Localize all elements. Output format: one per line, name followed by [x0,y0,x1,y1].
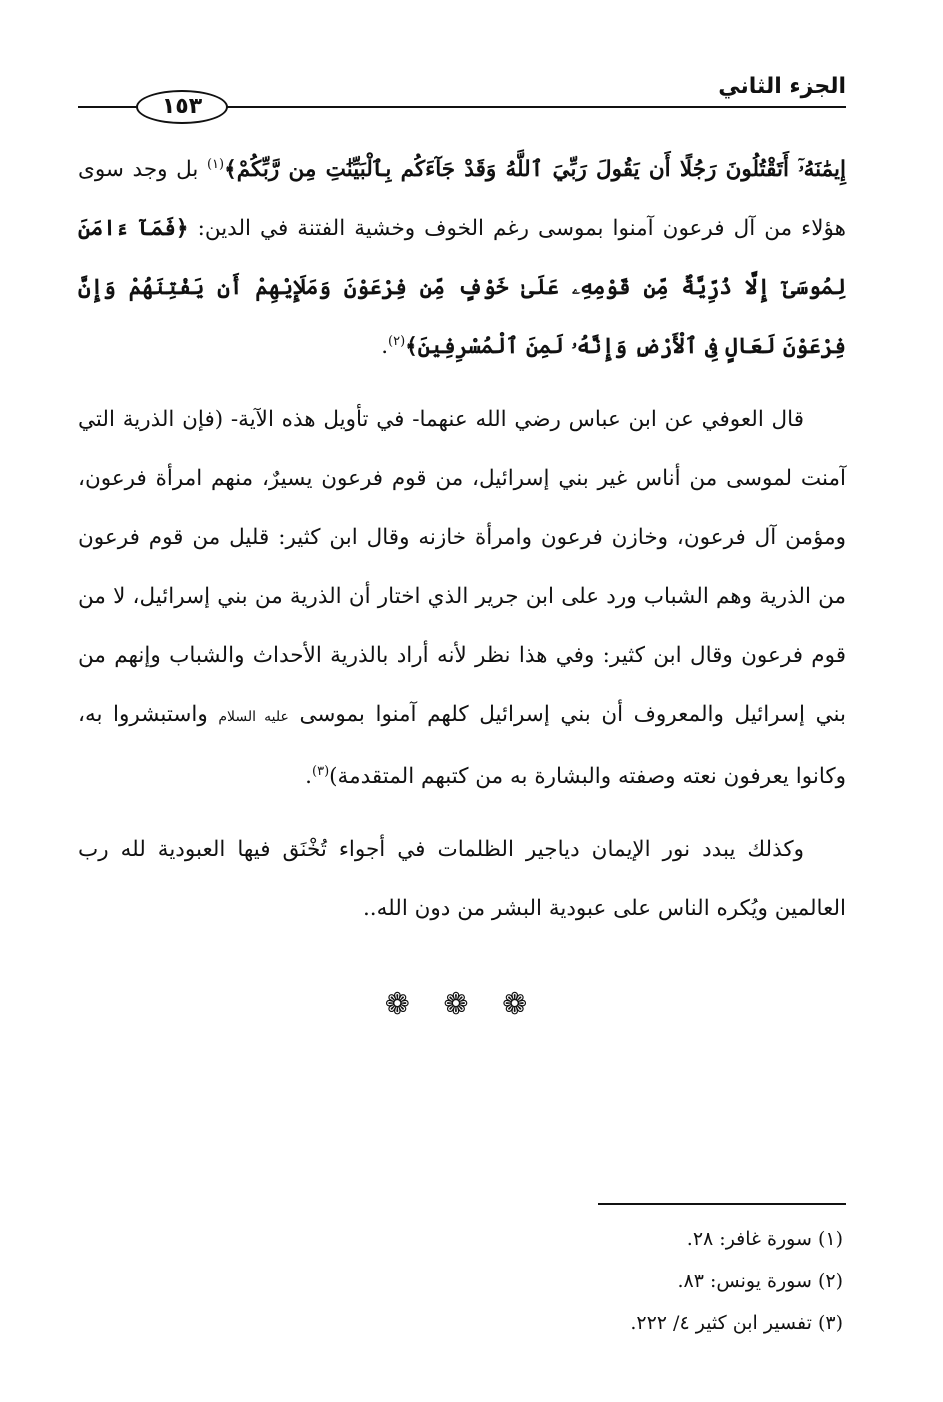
footnotes [393,1218,843,1344]
main-text [78,140,846,952]
footnote-ref-1: (١) [206,156,225,172]
page-number: ١٥٣ [136,90,228,124]
quran-close-bracket: ﴾ [224,157,237,182]
paragraph-text: قال العوفي عن ابن عباس رضي الله عنهما [419,407,804,432]
footnote-1 [393,1218,843,1260]
footnote-number: (١) [817,1228,843,1250]
footnote-number: (٣) [817,1312,843,1334]
footnote-text: سورة يونس: ٨٣. [677,1270,812,1292]
footnote-number: (٢) [817,1270,843,1292]
paragraph-text: وكذلك يبدد نور الإيمان دياجير الظلمات في أجواء تُخْنَق فيها العبودية لله رب العالمين ويُكره الناس على عبودية البشر من دون الله.. [78,837,846,921]
paragraph-2: قال العوفي عن ابن عباس رضي الله عنهما- في تأويل هذه الآية- (فإن الذرية التي آمنت لموسى من أناس غير بني إسرائيل، من قوم فرعون يسيرٌ، منهم امرأة فرعون، ومؤمن آل فرعون، وخازن فرعون وامرأة خازنه وقال ابن كثير: قليل من قوم فرعون من الذرية وهم الشباب ورد على ابن جرير الذي اختار أن الذرية من بني إسرائيل، لا من قوم فرعون وقال ابن كثير: وفي هذا نظر لأنه أراد بالذرية الأحداث والشباب وإنهم من بني إسرائيل والمعروف أن بني إسرائيل كلهم آمنوا بموسى عليه السلام واستبشروا به، وكانوا يعرفون نعته وصفته والبشارة به من كتبهم المتقدمة)$^{(٣)}$. [78,407,846,789]
footnote-2 [393,1260,843,1302]
footnote-3 [393,1302,843,1344]
footnote-rule [598,1203,846,1205]
footnote-text: تفسير ابن كثير ٤/ ٢٢٢. [630,1312,812,1334]
paragraph-1: إِيمَٰنَهُۥٓ أَتَقْتُلُونَ رَجُلًا أَن يَقُولَ رَبِّيَ ٱللَّهُ وَقَدْ جَآءَكُم بِٱلْبَيِّنَٰتِ مِن رَّبِّكُمْ﴾$^{(١)}$ بل وجد سوى هؤلاء من آل فرعون آمنوا بموسى رغم الخوف وخشية الفتنة في الدين: ﴿فَمَآ ءَامَنَ لِمُوسَىٰٓ إِلَّا ذُرِّيَّةٌ مِّن قَوْمِهِۦ عَلَىٰ خَوْفٍ مِّن فِرْعَوْنَ وَمَلَإِيْهِمْ أَن يَفْتِنَهُمْ وَإِنَّ فِرْعَوْنَ لَعَالٍ فِى ٱلْأَرْضِ وَإِنَّهُۥ لَمِنَ ٱلْمُسْرِفِينَ﴾$^{(٢)}$. [78,156,847,359]
running-title: الجزء الثاني [718,74,846,99]
honorific-glyph: عليه السلام [218,709,289,725]
quran-verse-2: فَمَآ ءَامَنَ لِمُوسَىٰٓ إِلَّا ذُرِّيَّةٌ مِّن قَوْمِهِۦ عَلَىٰ خَوْفٍ مِّن فِرْعَوْنَ وَمَلَإِيْهِمْ أَن يَفْتِنَهُمْ وَإِنَّ فِرْعَوْنَ لَعَالٍ فِى ٱلْأَرْضِ وَإِنَّهُۥ لَمِنَ ٱلْمُسْرِفِينَ [78,216,846,359]
paragraph-text: واستبشروا به، وكانوا يعرفون نعته وصفته والبشارة به من كتبهم المتقدمة) [78,702,846,789]
quran-open-bracket: ﴿ [175,216,189,241]
paragraph-text: بل وجد سوى هؤلاء من آل فرعون آمنوا بموسى رغم الخوف وخشية الفتنة في الدين: [78,157,847,241]
paragraph-3 [78,820,846,938]
quran-close-bracket: ﴾ [405,334,418,359]
footnote-ref-3: (٣) [312,763,330,779]
page-header [78,70,846,130]
quran-verse-1: إِيمَٰنَهُۥٓ أَتَقْتُلُونَ رَجُلًا أَن يَقُولَ رَبِّيَ ٱللَّهُ وَقَدْ جَآءَكُم بِٱلْبَيِّنَٰتِ مِن رَّبِّكُمْ [236,157,846,182]
floral-ornament-icon: ❁ ❁ ❁ [384,987,540,1022]
footnote-text: سورة غافر: ٢٨. [686,1228,812,1250]
paragraph-text: - في تأويل هذه الآية- (فإن الذرية التي آمنت لموسى من أناس غير بني إسرائيل، من قوم فرعون يسيرٌ، منهم امرأة فرعون، ومؤمن آل فرعون، وخازن فرعون وامرأة خازنه وقال ابن كثير: قليل من قوم فرعون من الذرية وهم الشباب ورد على ابن جرير الذي اختار أن الذرية من بني إسرائيل، لا من قوم فرعون وقال ابن كثير: وفي هذا نظر لأنه أراد بالذرية الأحداث والشباب وإنهم من بني إسرائيل والمعروف أن بني إسرائيل كلهم آمنوا بموسى [78,407,846,727]
footnote-ref-2: (٢) [388,333,406,349]
